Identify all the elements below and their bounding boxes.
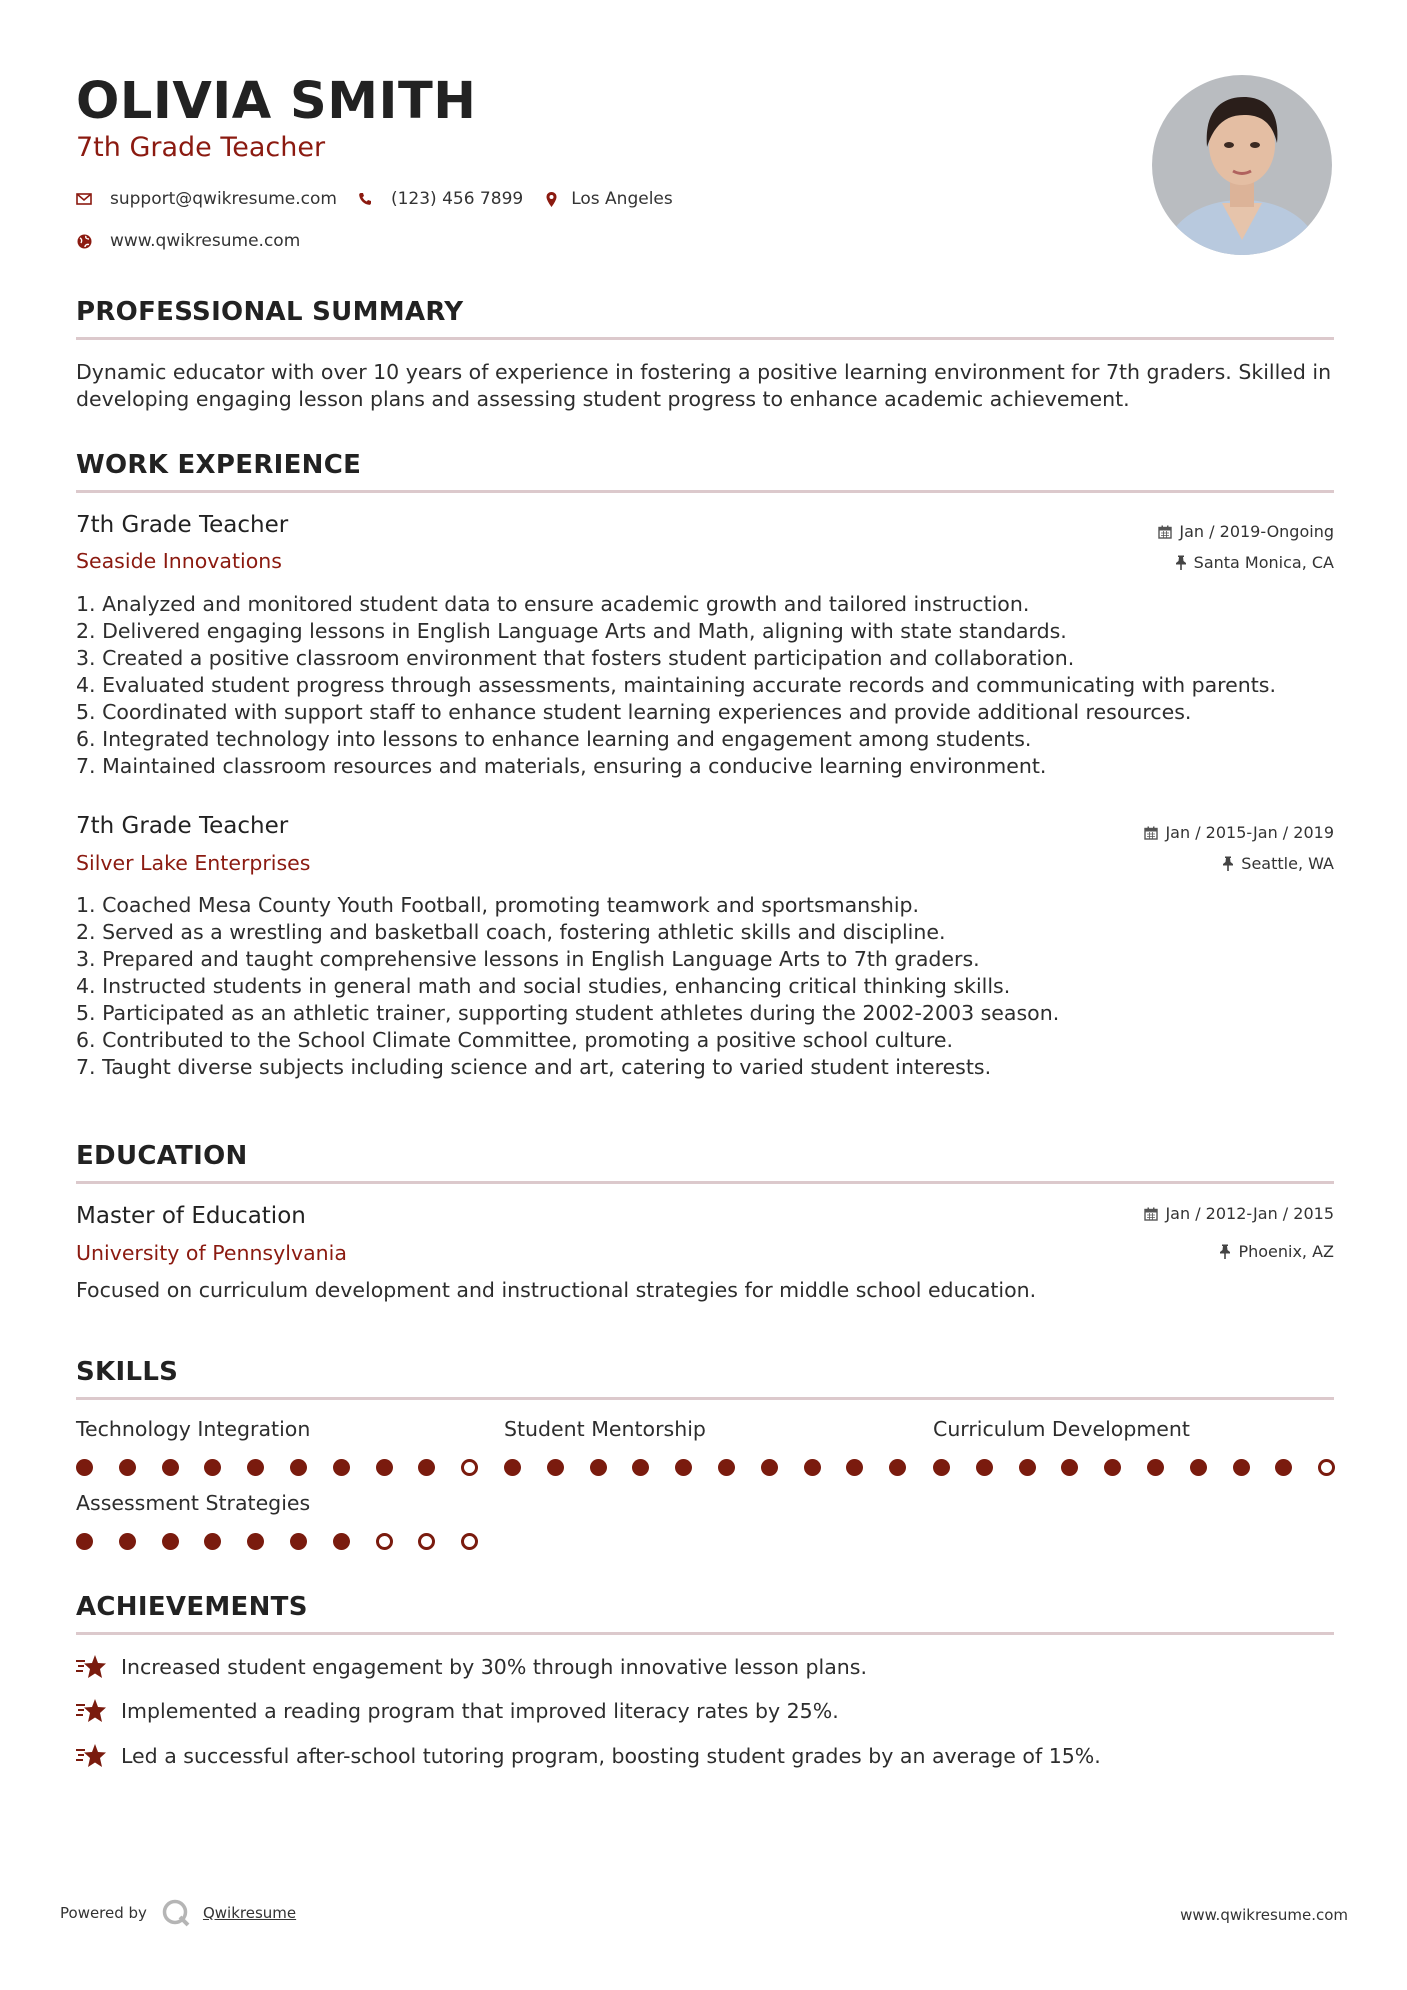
footer-url[interactable]: www.qwikresume.com (1180, 1906, 1348, 1924)
achievement-text: Implemented a reading program that improved literacy rates by 25%. (121, 1699, 839, 1723)
rating-dot-empty (418, 1533, 435, 1550)
rating-dot-filled (247, 1533, 264, 1550)
skill-rating (504, 1459, 932, 1476)
job-location (1222, 854, 1334, 873)
job-dates (1158, 522, 1334, 541)
degree-title: Master of Education (76, 1203, 306, 1229)
skills-heading: SKILLS (76, 1357, 179, 1387)
envelope-icon (76, 191, 92, 207)
job-title: 7th Grade Teacher (76, 512, 289, 538)
section-divider (76, 1632, 1334, 1635)
rating-dot-filled (119, 1533, 136, 1550)
list-item: 6. Contributed to the School Climate Committee, promoting a positive school culture. (76, 1028, 953, 1052)
skill-rating (933, 1459, 1361, 1476)
summary-text: Dynamic educator with over 10 years of experience in fostering a positive learning environment for 7th graders. Skilled in developing engaging lesson plans and assessing student progress to enhance academic achievement. (76, 360, 1332, 411)
list-item: 1. Analyzed and monitored student data to ensure academic growth and tailored instruction. (76, 592, 1030, 616)
calendar-icon (1144, 1207, 1158, 1221)
rating-dot-filled (1104, 1459, 1121, 1476)
skill-label: Student Mentorship (504, 1417, 706, 1441)
pushpin-icon (1175, 555, 1187, 570)
rating-dot-filled (162, 1459, 179, 1476)
job-company: Seaside Innovations (76, 549, 282, 573)
email-text[interactable]: support@qwikresume.com (110, 189, 337, 209)
job-company: Silver Lake Enterprises (76, 851, 311, 875)
job-location-text: Santa Monica, CA (1193, 553, 1334, 572)
rating-dot-filled (632, 1459, 649, 1476)
summary-heading: PROFESSIONAL SUMMARY (76, 297, 464, 327)
calendar-icon (1158, 525, 1172, 539)
rating-dot-filled (376, 1459, 393, 1476)
list-item: 3. Prepared and taught comprehensive lessons in English Language Arts to 7th graders. (76, 947, 980, 971)
rating-dot-filled (204, 1533, 221, 1550)
education-dates (1144, 1204, 1334, 1223)
location-text: Los Angeles (571, 189, 673, 209)
phone-icon (357, 191, 373, 207)
star-award-icon (76, 1654, 107, 1680)
skill-item (76, 1491, 504, 1550)
section-divider (76, 337, 1334, 340)
pushpin-icon (1219, 1244, 1231, 1259)
achievement-text: Increased student engagement by 30% through innovative lesson plans. (121, 1655, 867, 1679)
map-marker-icon (543, 191, 559, 207)
brand-link[interactable]: Qwikresume (202, 1904, 297, 1922)
footer-powered-by (60, 1898, 296, 1928)
skill-item (933, 1417, 1361, 1476)
powered-by-text: Powered by (60, 1904, 147, 1922)
rating-dot-filled (76, 1533, 93, 1550)
calendar-icon (1144, 826, 1158, 840)
candidate-title: 7th Grade Teacher (76, 132, 326, 163)
education-heading: EDUCATION (76, 1141, 248, 1171)
star-award-icon (76, 1743, 107, 1769)
skill-rating (76, 1533, 504, 1550)
list-item: 5. Coordinated with support staff to enhance student learning experiences and provide additional resources. (76, 700, 1192, 724)
rating-dot-filled (1061, 1459, 1078, 1476)
section-divider (76, 1181, 1334, 1184)
rating-dot-filled (590, 1459, 607, 1476)
skill-rating (76, 1459, 504, 1476)
list-item: 5. Participated as an athletic trainer, supporting student athletes during the 2002-2003 season. (76, 1001, 1060, 1025)
skill-label: Assessment Strategies (76, 1491, 311, 1515)
pushpin-icon (1222, 856, 1234, 871)
skill-item (76, 1417, 504, 1476)
candidate-name: OLIVIA SMITH (76, 72, 477, 131)
rating-dot-filled (290, 1459, 307, 1476)
rating-dot-filled (1275, 1459, 1292, 1476)
list-item: 2. Served as a wrestling and basketball coach, fostering athletic skills and discipline. (76, 920, 946, 944)
rating-dot-empty (376, 1533, 393, 1550)
skill-item (504, 1417, 932, 1476)
achievement-item (76, 1743, 1101, 1769)
education-description: Focused on curriculum development and instructional strategies for middle school education. (76, 1278, 1037, 1302)
rating-dot-filled (846, 1459, 863, 1476)
job-dates-text: Jan / 2019-Ongoing (1179, 522, 1334, 541)
education-location (1219, 1242, 1334, 1261)
job-title: 7th Grade Teacher (76, 813, 289, 839)
job-dates (1144, 823, 1334, 842)
rating-dot-filled (76, 1459, 93, 1476)
phone-text[interactable]: (123) 456 7899 (390, 189, 524, 209)
job-location (1175, 553, 1334, 572)
skill-label: Technology Integration (76, 1417, 311, 1441)
globe-icon (76, 233, 92, 249)
achievements-heading: ACHIEVEMENTS (76, 1592, 308, 1622)
section-divider (76, 490, 1334, 493)
achievement-text: Led a successful after-school tutoring program, boosting student grades by an average of 15%. (121, 1744, 1101, 1768)
rating-dot-filled (933, 1459, 950, 1476)
rating-dot-filled (718, 1459, 735, 1476)
rating-dot-filled (1019, 1459, 1036, 1476)
rating-dot-filled (162, 1533, 179, 1550)
job-bullets (76, 591, 1334, 780)
rating-dot-filled (1233, 1459, 1250, 1476)
achievement-item (76, 1654, 867, 1680)
rating-dot-empty (461, 1459, 478, 1476)
list-item: 4. Instructed students in general math and social studies, enhancing critical thinking skills. (76, 974, 1011, 998)
rating-dot-filled (761, 1459, 778, 1476)
rating-dot-filled (547, 1459, 564, 1476)
contact-row-2 (76, 231, 320, 251)
rating-dot-filled (204, 1459, 221, 1476)
list-item: 1. Coached Mesa County Youth Football, promoting teamwork and sportsmanship. (76, 893, 920, 917)
rating-dot-filled (333, 1459, 350, 1476)
rating-dot-filled (976, 1459, 993, 1476)
job-dates-text: Jan / 2015-Jan / 2019 (1165, 823, 1334, 842)
rating-dot-filled (1190, 1459, 1207, 1476)
achievement-item (76, 1698, 839, 1724)
rating-dot-filled (504, 1459, 521, 1476)
qwikresume-logo-icon (161, 1898, 191, 1928)
contact-row-1 (76, 189, 693, 209)
rating-dot-filled (247, 1459, 264, 1476)
section-divider (76, 1397, 1334, 1400)
education-dates-text: Jan / 2012-Jan / 2015 (1165, 1204, 1334, 1223)
rating-dot-filled (119, 1459, 136, 1476)
rating-dot-filled (333, 1533, 350, 1550)
rating-dot-filled (889, 1459, 906, 1476)
list-item: 4. Evaluated student progress through assessments, maintaining accurate records and communicating with parents. (76, 673, 1277, 697)
list-item: 7. Taught diverse subjects including science and art, catering to varied student interests. (76, 1055, 992, 1079)
rating-dot-filled (1147, 1459, 1164, 1476)
website-text[interactable]: www.qwikresume.com (110, 231, 301, 251)
rating-dot-filled (290, 1533, 307, 1550)
list-item: 2. Delivered engaging lessons in English Language Arts and Math, aligning with state standards. (76, 619, 1067, 643)
rating-dot-filled (675, 1459, 692, 1476)
rating-dot-filled (804, 1459, 821, 1476)
list-item: 6. Integrated technology into lessons to enhance learning and engagement among students. (76, 727, 1032, 751)
list-item: 7. Maintained classroom resources and materials, ensuring a conducive learning environment. (76, 754, 1047, 778)
rating-dot-empty (1318, 1459, 1335, 1476)
education-location-text: Phoenix, AZ (1238, 1242, 1334, 1261)
skill-label: Curriculum Development (933, 1417, 1190, 1441)
job-location-text: Seattle, WA (1241, 854, 1334, 873)
rating-dot-filled (418, 1459, 435, 1476)
experience-heading: WORK EXPERIENCE (76, 450, 362, 480)
job-bullets (76, 892, 1334, 1081)
star-award-icon (76, 1698, 107, 1724)
rating-dot-empty (461, 1533, 478, 1550)
list-item: 3. Created a positive classroom environment that fosters student participation and collaboration. (76, 646, 1075, 670)
profile-photo (1152, 75, 1332, 255)
school-name: University of Pennsylvania (76, 1241, 347, 1265)
